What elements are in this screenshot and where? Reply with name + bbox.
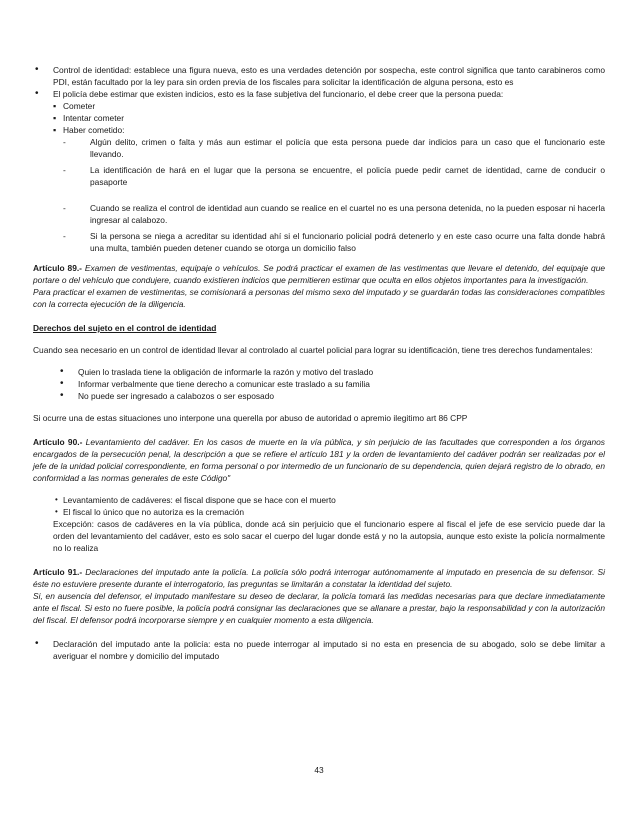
list-item: • El fiscal lo único que no autoriza es la cremación <box>33 506 605 518</box>
list-item: • Levantamiento de cadáveres: el fiscal dispone que se hace con el muerto <box>33 494 605 506</box>
article-89-paragraph-2: Para practicar el examen de vestimentas, se comisionará a personas del mismo sexo del imputado y se guardarán todas las consideraciones compatibles con la correcta ejecución de la diligencia. <box>33 287 605 309</box>
list-item: • Declaración del imputado ante la policía: esta no puede interrogar al imputado si no esta en presencia de su abogado, solo se debe limitar a averiguar el nombre y domicilio del imputado <box>33 638 605 662</box>
list-item: ▪ Cometer <box>33 100 605 112</box>
article-text: Declaraciones del imputado ante la policía. La policía sólo podrá interrogar autónomamente al imputado en presencia de su defensor. Si éste no estuviere presente durante el interrogatorio, las preguntas se limitarán a constatar la identidad del sujeto. <box>33 567 605 589</box>
list-item: • Control de identidad: establece una figura nueva, esto es una verdades detención por sospecha, este control significa que tanto carabineros como PDI, están facultado por la ley para sin orden previa de los fiscales para solicitar la identificación de alguna persona, esto es <box>33 64 605 88</box>
article-label: Artículo 89.- <box>33 263 82 273</box>
page-number: 43 <box>314 765 324 775</box>
derechos-after: Si ocurre una de estas situaciones uno interpone una querella por abuso de autoridad o apremio ilegitimo art 86 CPP <box>33 413 468 423</box>
list-item: - Si la persona se niega a acreditar su identidad ahí si el funcionario policial podrá detenerlo y en este caso ocurre una falta donde habrá una multa, también pueden detener cuando se otorga un domicilio falso <box>33 230 605 254</box>
derechos-intro: Cuando sea necesario en un control de identidad llevar al controlado al cuartel policial para lograr su identificación, tiene tres derechos fundamentales: <box>33 345 593 355</box>
final-list <box>33 638 605 662</box>
article-90-list <box>33 494 605 518</box>
article-91 <box>33 566 605 590</box>
list-item: - La identificación de hará en el lugar que la persona se encuentre, el policía puede pedir carnet de identidad, carne de conducir o pasaporte <box>33 164 605 188</box>
article-91-paragraph-2: Si, en ausencia del defensor, el imputado manifestare su deseo de declarar, la policía tomará las medidas necesarias para que declare inmediatamente ante el fiscal. Si esto no fuere posible, la policía podrá consignar las declaraciones que se allanare a prestar, bajo la responsabilidad y con la autorización del fiscal. El defensor podrá incorporarse siempre y en cualquier momento a esta diligencia. <box>33 591 605 625</box>
list-item: - Algún delito, crimen o falta y más aun estimar el policía que esta persona puede dar indicios para un caso que el funcionario este llevando. <box>33 136 605 160</box>
list-item: ▪ Intentar cometer <box>33 112 605 124</box>
bullet-list-control <box>33 64 605 100</box>
list-item: • Informar verbalmente que tiene derecho a comunicar este traslado a su familia <box>33 378 605 390</box>
article-90 <box>33 436 605 484</box>
dash-list <box>33 136 605 254</box>
list-item: • No puede ser ingresado a calabozos o ser esposado <box>33 390 605 402</box>
article-text: Levantamiento del cadáver. En los casos de muerte en la vía pública, y sin perjuicio de las facultades que corresponden a los órganos encargados de la persecución penal, la descripción a que se refiere el artículo 181 y la orden de levantamiento del cadáver podrán ser realizadas por el jefe de la unidad policial correspondiente, en forma personal o por intermedio de un funcionario de su dependencia, quien dejará registro de lo obrado, en conformidad a las normas generales de este Código" <box>33 437 605 483</box>
list-item: ▪ Haber cometido: <box>33 124 605 136</box>
article-label: Artículo 91.- <box>33 567 83 577</box>
list-item: - Cuando se realiza el control de identidad aun cuando se realice en el cuartel no es una persona detenida, no la pueden esposar ni hacerla ingresar al calabozo. <box>33 202 605 226</box>
article-90-exception: Excepción: casos de cadáveres en la vía pública, donde acá sin perjuicio que el funcionario espere al fiscal el jefe de ese servicio puede dar la orden del levantamiento del cadáver, esto es solo sacar el cuerpo del lugar donde está y no la autopsia, aunque esto existe la policía normalmente no lo realiza <box>53 519 605 553</box>
article-label: Artículo 90.- <box>33 437 83 447</box>
square-list <box>33 100 605 136</box>
derechos-list <box>33 366 605 402</box>
list-item: • El policía debe estimar que existen indicios, esto es la fase subjetiva del funcionario, el debe creer que la persona pueda: <box>33 88 605 100</box>
article-text: Examen de vestimentas, equipaje o vehículos. Se podrá practicar el examen de las vestimentas que llevare el detenido, del equipaje que portare o del vehículo que condujere, cuando existieren indicios que permitieren estimar que oculta en ellos objetos importantes para la investigación. <box>33 263 606 285</box>
page-content <box>33 64 605 662</box>
list-item: • Quien lo traslada tiene la obligación de informarle la razón y motivo del traslado <box>33 366 605 378</box>
section-heading: Derechos del sujeto en el control de identidad <box>33 323 217 333</box>
article-89 <box>33 262 605 286</box>
